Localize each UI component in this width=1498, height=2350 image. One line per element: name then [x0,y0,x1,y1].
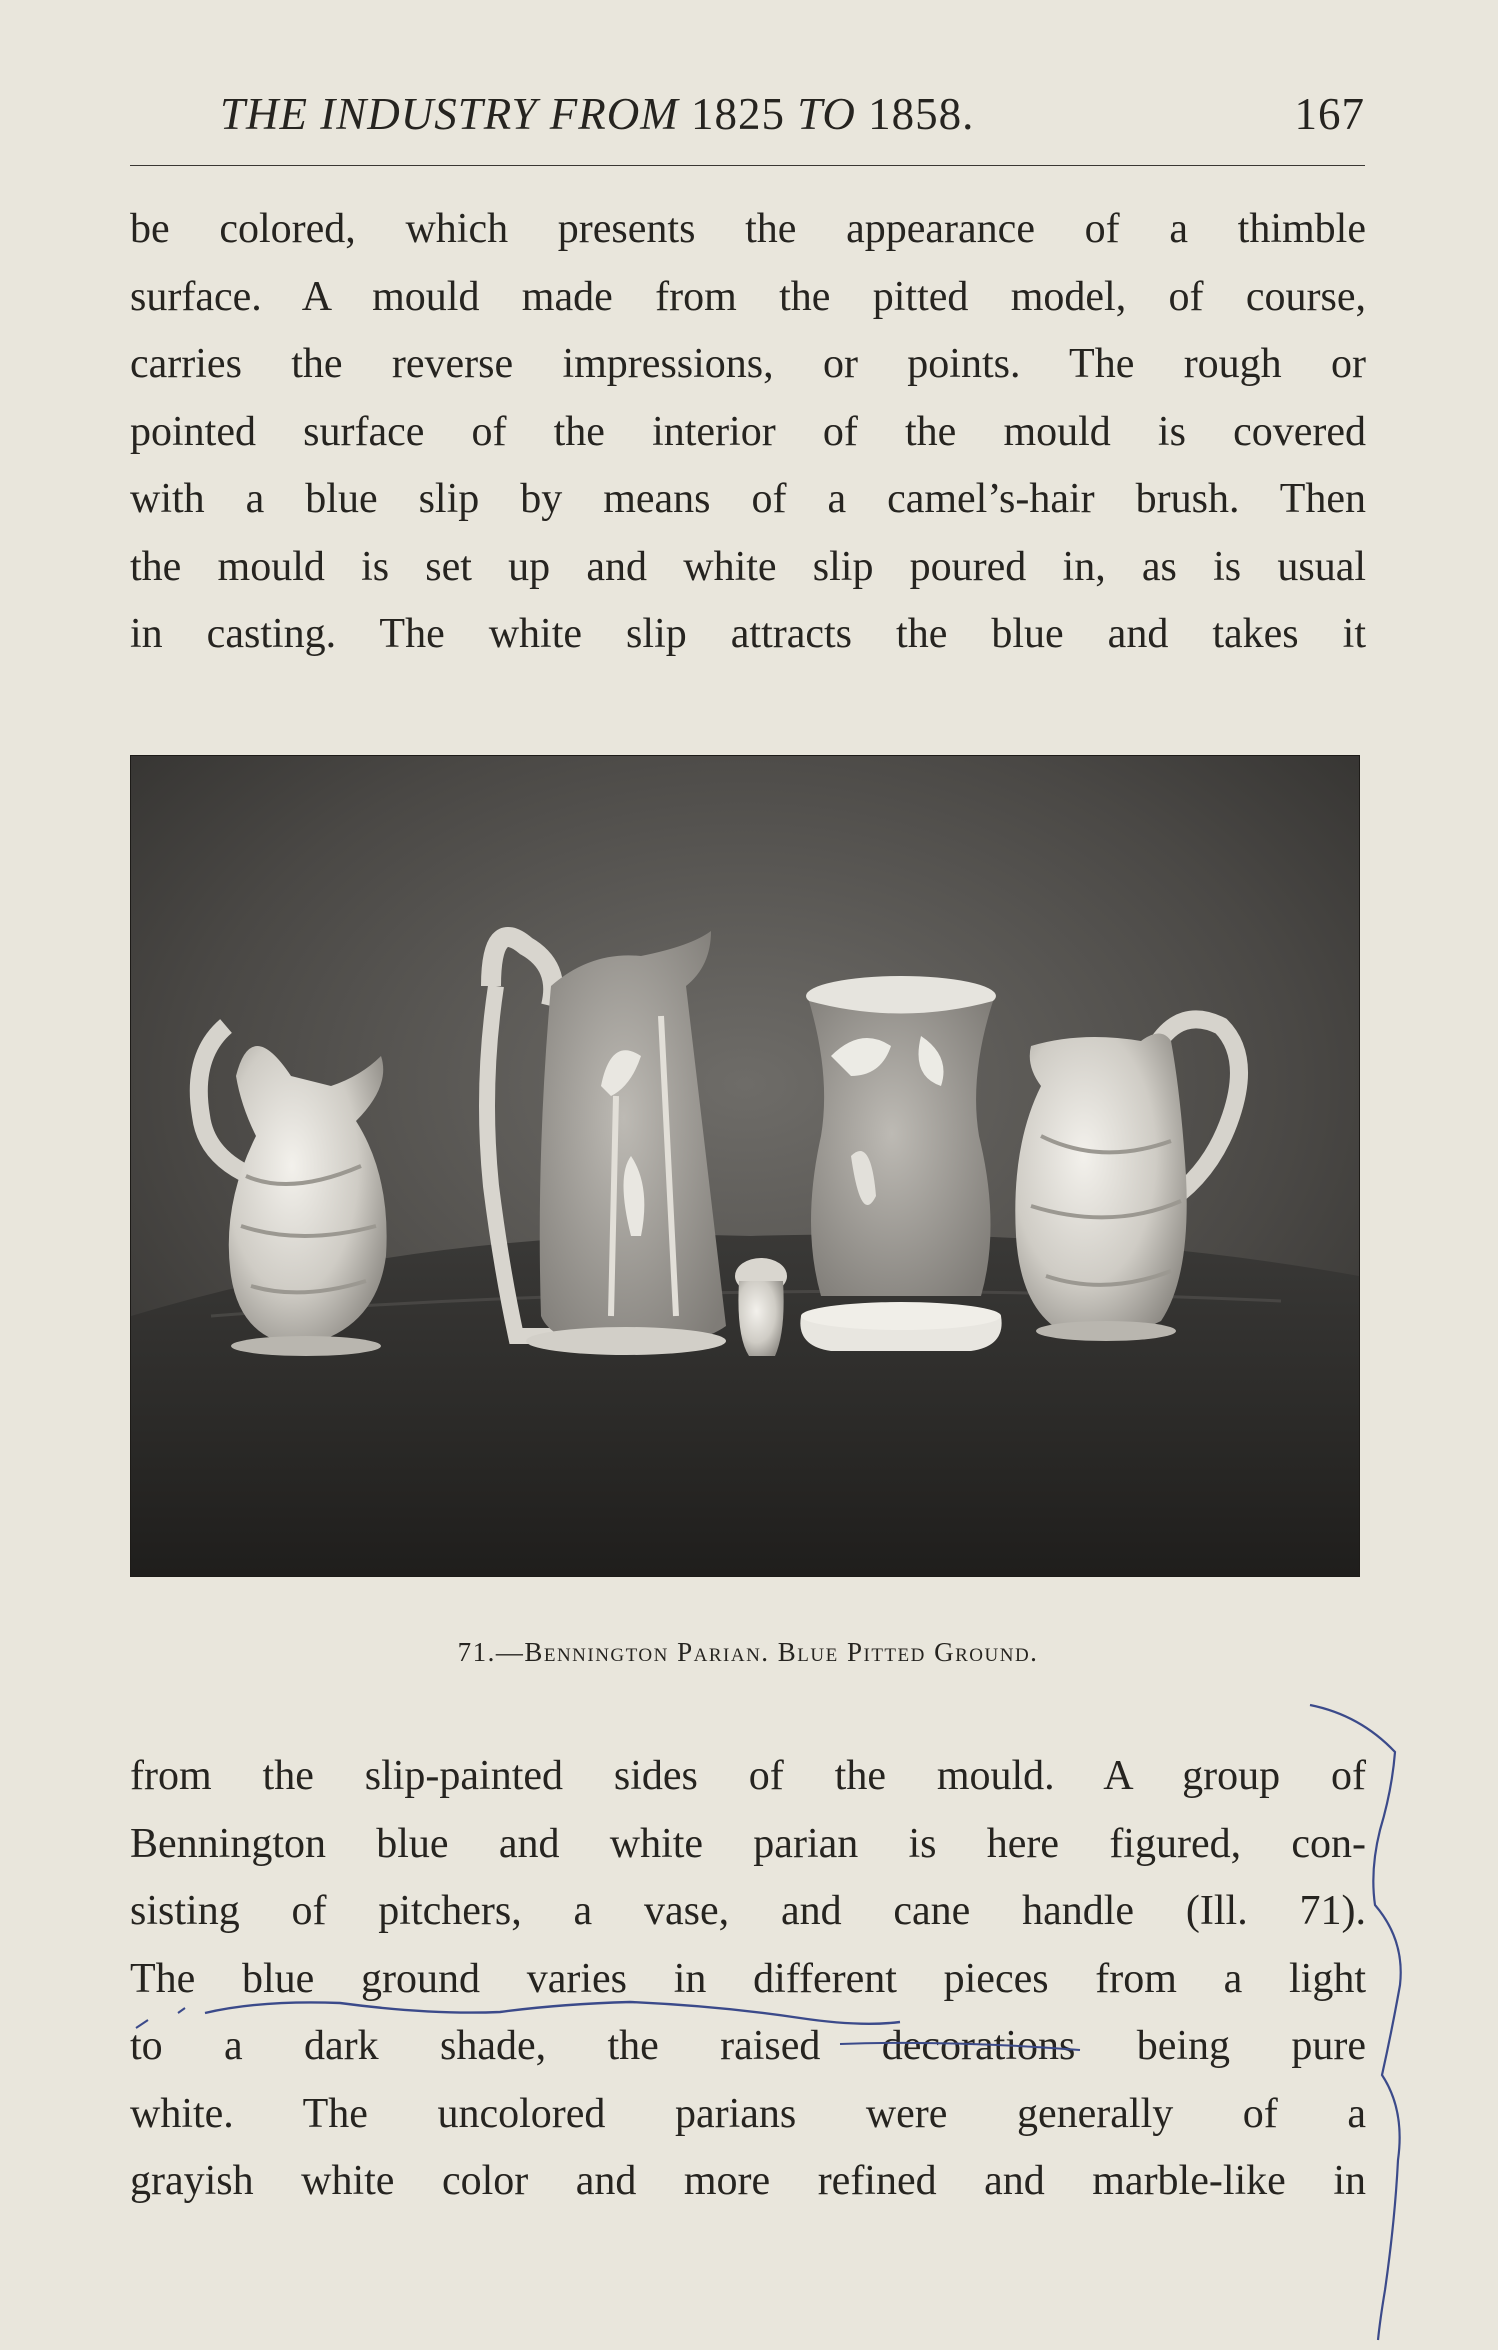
text-line: to a dark shade, the raised decorations being pure [130,2023,1366,2069]
text-line: be colored, which presents the appearance of a thimble [130,206,1366,252]
text-line: white. The uncolored parians were generally of a [130,2090,1366,2137]
vase [800,976,1001,1351]
text-line: sisting of pitchers, a vase, and cane handle (Ill. 71). [130,1888,1366,1934]
text-line: Bennington blue and white parian is here figured, con- [130,1820,1366,1867]
running-title-year-start: 1825 [690,89,785,139]
running-title-year-end: 1858. [868,89,975,139]
text-line: pointed surface of the interior of the mould is covered [130,408,1366,455]
cane-handle [735,1258,787,1356]
text-line: the mould is set up and white slip poured in, as is usual [130,543,1366,590]
running-title-to: TO [797,89,856,139]
text-line: in casting. The white slip attracts the blue and takes it [130,611,1366,657]
photograph-parian-ware [130,755,1360,1577]
text-line: surface. A mould made from the pitted model, of course, [130,273,1366,320]
running-header [130,88,1365,158]
bottom-paragraph [130,1743,1366,2216]
text-line: The blue ground varies in different pieces from a light [130,1955,1366,2002]
figure-caption [130,1637,1366,1668]
page-number: 167 [1294,89,1365,139]
figure-caption-text: Bennington Parian. Blue Pitted Ground. [524,1637,1039,1667]
text-line: carries the reverse impressions, or points. The rough or [130,341,1366,387]
figure-caption-number: 71.— [457,1637,525,1667]
text-line: from the slip-painted sides of the mould. A group of [130,1753,1366,1799]
running-title [220,88,974,140]
text-line: with a blue slip by means of a camel’s-hair brush. Then [130,476,1366,522]
running-title-text: THE INDUSTRY FROM [220,89,679,139]
text-line: grayish white color and more refined and marble-like in [130,2158,1366,2204]
top-paragraph [130,196,1366,669]
header-rule [130,165,1365,166]
